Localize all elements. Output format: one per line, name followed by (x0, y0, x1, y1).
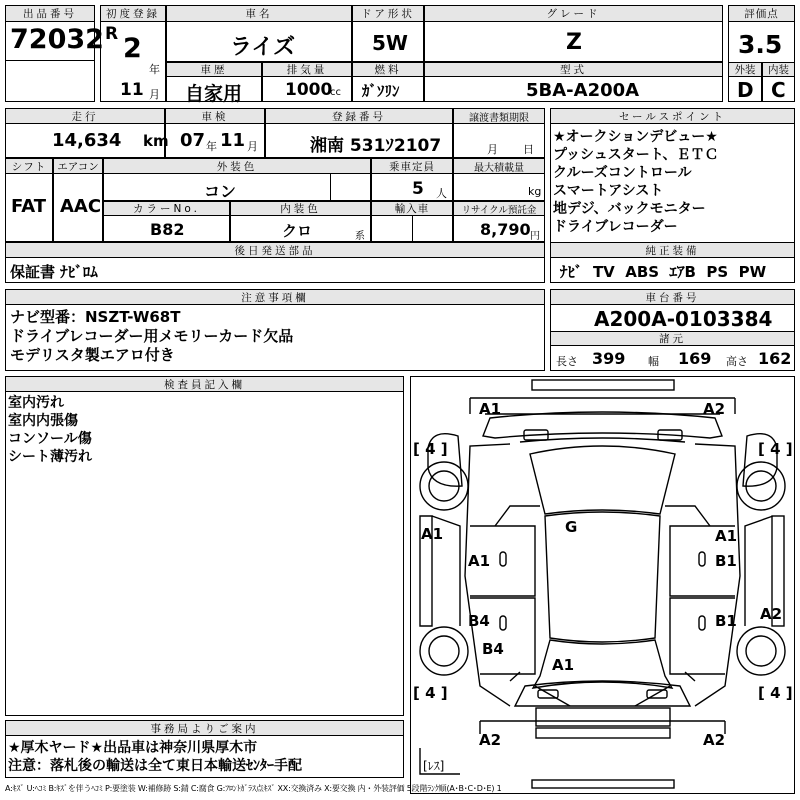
recycle-unit: 円 (530, 231, 540, 242)
exterior-color: コン (204, 182, 237, 201)
air-conditioner: AAC (60, 196, 102, 217)
interior-color: クロ (282, 222, 313, 240)
lot-number-label: 出品番号 (5, 5, 95, 22)
mark-front-right: A2 (703, 400, 726, 418)
plate-number: 湘南 531ｿ2107 (310, 136, 442, 156)
office-notice-2: 注意：落札後の輸送は全て東日本輸送ｾﾝﾀｰ手配 (8, 758, 302, 774)
mark-rear-left: A2 (479, 731, 502, 749)
door-label: ドア形状 (352, 5, 424, 22)
mark-left-rear-door: B4 (468, 612, 490, 630)
displacement-label: 排気量 (262, 62, 352, 77)
inspector-label: 検査員記入欄 (5, 376, 404, 392)
width-label: 幅 (648, 355, 659, 368)
length: 399 (592, 349, 626, 368)
car-name: ライズ (230, 35, 296, 60)
interior-color-unit: 系 (355, 231, 365, 242)
score: 3.5 (738, 30, 783, 59)
grade: Z (566, 30, 582, 55)
mileage-unit: km (143, 132, 169, 150)
sales-point-4: スマートアシスト (553, 183, 664, 199)
note-1: ナビ型番：NSZT-W68T (10, 308, 181, 326)
exterior-color-label: 外装色 (103, 158, 371, 174)
inspector-note-2: 室内内張傷 (8, 413, 78, 429)
mark-front-left: A1 (479, 400, 502, 418)
capacity-unit: 人 (436, 187, 447, 200)
fuel-label: 燃料 (352, 62, 424, 77)
inspector-note-3: コンソール傷 (8, 431, 92, 447)
fuel: ｶﾞｿﾘﾝ (362, 82, 400, 100)
interior-grade: C (771, 78, 786, 102)
mark-right-rear-door: B1 (715, 612, 737, 630)
sales-points-label: セールスポイント (550, 108, 795, 124)
inspection-label: 車検 (165, 108, 265, 124)
sales-point-5: 地デジ、バックモニター (553, 201, 706, 217)
exterior-grade: D (737, 78, 754, 102)
note-2: ドライブレコーダー用メモリーカード欠品 (10, 327, 294, 345)
shift: FAT (11, 196, 47, 217)
mark-rear-right: A2 (703, 731, 726, 749)
import-label: 輸入車 (371, 201, 453, 216)
mileage: 14,634 (52, 130, 122, 151)
spare-tire-mark: [ﾚｽ] (423, 759, 445, 773)
color-number: B82 (150, 220, 185, 239)
car-name-label: 車名 (166, 5, 352, 22)
door-type: 5W (372, 31, 408, 55)
office-notice-label: 事務局よりご案内 (5, 720, 404, 736)
tire-front-right: [ 4 ] (758, 440, 793, 458)
mark-left-front-door: A1 (468, 552, 491, 570)
displacement: 1000 (285, 80, 333, 100)
reg-year: 2 (123, 33, 142, 64)
length-label: 長さ (556, 355, 578, 368)
era: R (105, 24, 119, 44)
inspection-month: 11 (220, 130, 246, 151)
height-label: 高さ (726, 355, 748, 368)
sales-point-6: ドライブレコーダー (553, 219, 678, 235)
model-code: 5BA-A200A (526, 80, 640, 101)
max-load-unit: kg (528, 185, 542, 198)
inspector-note-1: 室内汚れ (8, 395, 64, 411)
sales-point-3: クルーズコントロール (553, 165, 692, 181)
score-label: 評価点 (728, 5, 795, 22)
displacement-unit: cc (330, 87, 341, 98)
mark-glass: G (565, 518, 578, 536)
sales-point-2: プッシュスタート、ＥＴＣ (553, 147, 719, 163)
note-3: モデリスタ製エアロ付き (10, 346, 175, 364)
legend: A:ｷｽﾞ U:ﾍｺﾐ B:ｷｽﾞを伴うﾍｺﾐ P:要塗装 W:補修跡 S:錆 C:腐食 G:ﾌﾛﾝﾄｶﾞﾗｽ点ｷｽﾞ XX:交換済み X:要交換 内・外装評価 5段階ﾗﾝｸ順(A･B･C･D･E) 1 (5, 784, 502, 793)
lot-number: 72032 (10, 24, 104, 55)
plate-label: 登録番号 (265, 108, 453, 124)
mileage-label: 走行 (5, 108, 165, 124)
grade-label: グレード (424, 5, 723, 22)
interior-grade-label: 内装 (762, 62, 795, 77)
equipment-list: ﾅﾋﾞ TV ABS ｴｱB PS PW (560, 263, 767, 281)
inspection-year: 07 (180, 130, 206, 151)
shift-label: シフト (5, 158, 53, 174)
recycle-fee: 8,790 (480, 220, 531, 239)
inspector-note-4: シート薄汚れ (8, 449, 92, 465)
transfer-label: 譲渡書類期限 (453, 108, 545, 124)
equipment-label: 純正装備 (550, 242, 795, 258)
capacity-label: 乗車定員 (371, 158, 453, 174)
first-registration-label: 初度登録 (100, 5, 166, 22)
transfer-month: 月 (487, 143, 498, 156)
notes-label: 注意事項欄 (5, 289, 545, 305)
history: 自家用 (185, 83, 243, 105)
model-label: 型式 (424, 62, 723, 77)
spec-label: 諸元 (550, 331, 795, 346)
inspection-year-unit: 年 (206, 140, 217, 153)
later-parts: 保証書 ﾅﾋﾞﾛﾑ (10, 263, 98, 281)
mark-left-side: A1 (421, 525, 444, 543)
car-diagram (410, 376, 795, 794)
interior-color-label: 内装色 (230, 201, 371, 216)
mark-right-upper: A1 (715, 527, 738, 545)
inspection-month-unit: 月 (247, 140, 258, 153)
reg-year-unit: 年 (149, 63, 160, 76)
history-label: 車歴 (166, 62, 262, 77)
chassis-number: A200A-0103384 (594, 307, 773, 331)
max-load-label: 最大積載量 (453, 158, 545, 174)
width: 169 (678, 349, 712, 368)
mark-right-rear: A2 (760, 605, 783, 623)
mark-left-rear: B4 (482, 640, 504, 658)
capacity: 5 (412, 179, 424, 199)
reg-month-unit: 月 (149, 88, 160, 101)
color-no-label: カラーNo. (103, 201, 230, 216)
ac-label: エアコン (53, 158, 103, 174)
recycle-label: リサイクル預託金 (453, 201, 545, 216)
tire-rear-left: [ 4 ] (413, 684, 448, 702)
exterior-grade-label: 外装 (728, 62, 762, 77)
transfer-day: 日 (523, 143, 534, 156)
mark-right-front-door: B1 (715, 552, 737, 570)
sales-point-1: ★オークションデビュー★ (553, 129, 718, 145)
later-parts-label: 後日発送部品 (5, 242, 545, 258)
chassis-label: 車台番号 (550, 289, 795, 305)
tire-front-left: [ 4 ] (413, 440, 448, 458)
reg-month: 11 (120, 80, 144, 100)
tire-rear-right: [ 4 ] (758, 684, 793, 702)
mark-rear-window: A1 (552, 656, 575, 674)
height: 162 (758, 349, 792, 368)
office-notice-1: ★厚木ヤード★出品車は神奈川県厚木市 (8, 740, 258, 756)
